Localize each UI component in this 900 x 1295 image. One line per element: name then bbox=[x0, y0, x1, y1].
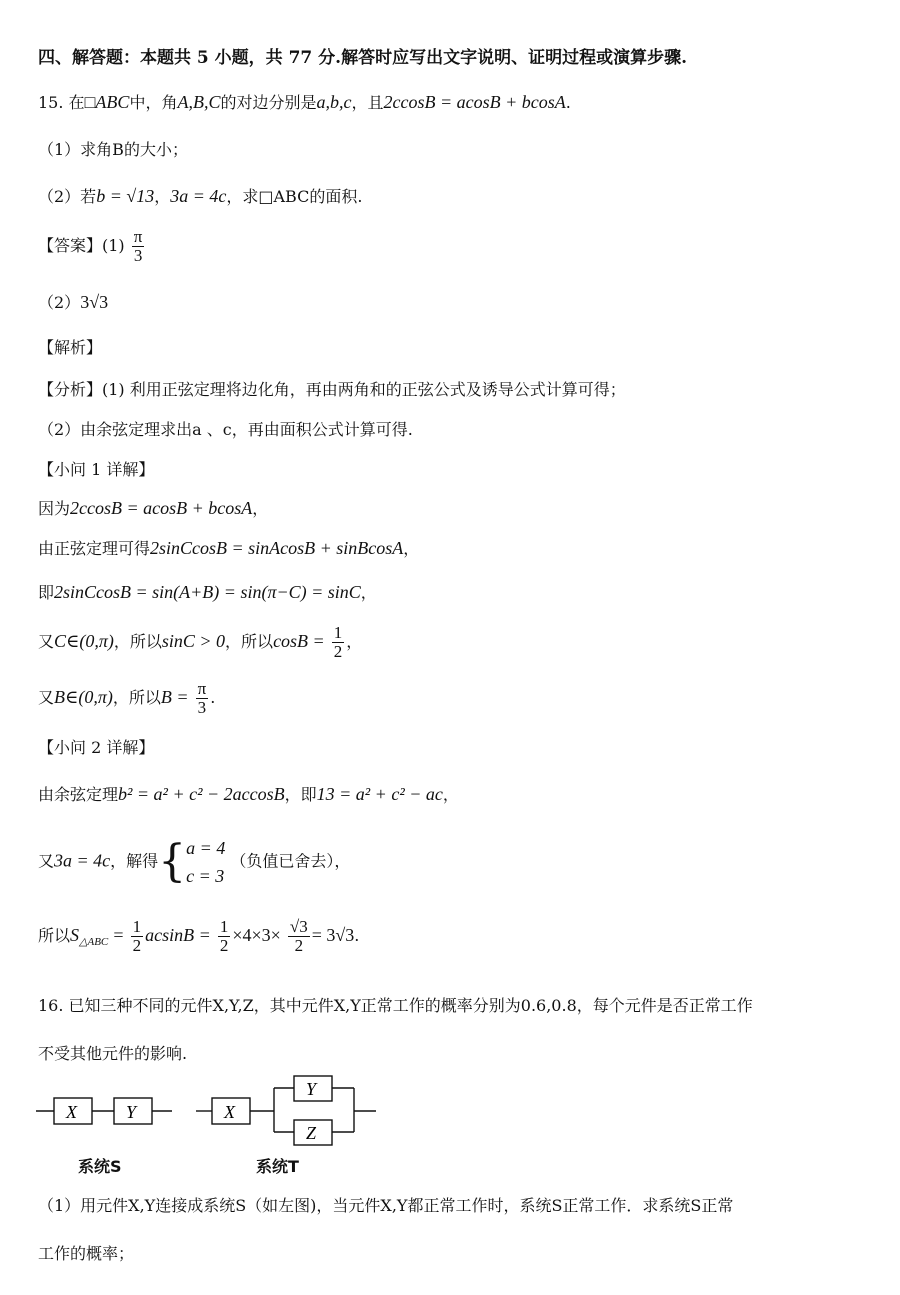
s2-line-3: 所以$S_{\triangle ABC}$ = $\frac{1}{2}$ acsinB = $\frac{1}{2}$ ×4×3× $\frac{√3}{2}$ = 3√3. bbox=[38, 917, 360, 955]
q15-part1: （1）求角B的大小； bbox=[38, 140, 188, 159]
box-y1-label: Y bbox=[126, 1102, 137, 1122]
half-fraction: $\frac{1}{2}$ bbox=[333, 623, 343, 661]
caption-system-s: 系统S bbox=[78, 1157, 122, 1176]
analysis-line-2: （2）由余弦定理求出a 、c，再由面积公式计算可得. bbox=[38, 420, 413, 439]
s1-line-2: 由正弦定理可得2sinCcosB = sinAcosB + sinBcosA， bbox=[38, 538, 420, 558]
answer1-fraction: $\frac{\pi}{3}$ bbox=[133, 227, 143, 265]
circuit-diagram bbox=[0, 1070, 420, 1150]
q16-stem-1: 16. 已知三种不同的元件X,Y,Z，其中元件X,Y正常工作的概率分别为0.6,0.8，每个元件是否正常工作 bbox=[38, 996, 753, 1015]
q15-part2: （2）若b = √13，3a = 4c，求□ABC的面积. bbox=[38, 186, 363, 206]
box-y2-label: Y bbox=[306, 1079, 317, 1099]
section-title: 四、解答题：本题共 5 小题，共 77 分.解答时应写出文字说明、证明过程或演算步骤. bbox=[38, 48, 687, 68]
q16-part1-line-1: （1）用元件X,Y连接成系统S（如左图)，当元件X,Y都正常工作时，系统S正常工作．求系统S正常 bbox=[38, 1196, 734, 1215]
pi-third-fraction: $\frac{\pi}{3}$ bbox=[197, 679, 207, 717]
equation-system: a = 4 c = 3 bbox=[186, 838, 226, 886]
s1-line-4: 又C∈(0,π)，所以sinC > 0，所以cosB = $\frac{1}{2}$ ， bbox=[38, 623, 363, 661]
caption-system-t: 系统T bbox=[256, 1157, 299, 1176]
s1-line-5: 又B∈(0,π)，所以B = $\frac{\pi}{3}$ . bbox=[38, 679, 216, 717]
analysis-label: 【解析】 bbox=[38, 338, 103, 357]
system-brace: { bbox=[158, 836, 187, 887]
sub2-label: 【小问 2 详解】 bbox=[38, 738, 155, 757]
box-x1-label: X bbox=[66, 1102, 77, 1122]
s1-line-1: 因为2ccosB = acosB + bcosA， bbox=[38, 498, 269, 518]
q15-answer2: （2）3√3 bbox=[38, 292, 109, 312]
analysis-line-1: 【分析】(1) 利用正弦定理将边化角，再由两角和的正弦公式及诱导公式计算可得； bbox=[38, 380, 626, 399]
s2-line-1: 由余弦定理b² = a² + c² − 2accosB，即13 = a² + c² − ac， bbox=[38, 784, 459, 804]
box-z2-label: Z bbox=[306, 1123, 317, 1143]
q15-answer1: 【答案】(1) $\frac{\pi}{3}$ bbox=[38, 227, 143, 265]
s1-line-3: 即2sinCcosB = sin(A+B) = sin(π−C) = sinC， bbox=[38, 582, 377, 602]
sub1-label: 【小问 1 详解】 bbox=[38, 460, 155, 479]
q15-stem: 15. 在□ABC中，角A,B,C的对边分别是a,b,c，且2ccosB = acosB + bcosA. bbox=[38, 92, 571, 112]
box-x2-label: X bbox=[224, 1102, 235, 1122]
s2-line-2: 又3a = 4c，解得{ a = 4 c = 3 （负值已舍去）， bbox=[38, 834, 350, 890]
q16-part1-line-2: 工作的概率； bbox=[38, 1244, 135, 1263]
q16-stem-2: 不受其他元件的影响. bbox=[38, 1044, 188, 1063]
